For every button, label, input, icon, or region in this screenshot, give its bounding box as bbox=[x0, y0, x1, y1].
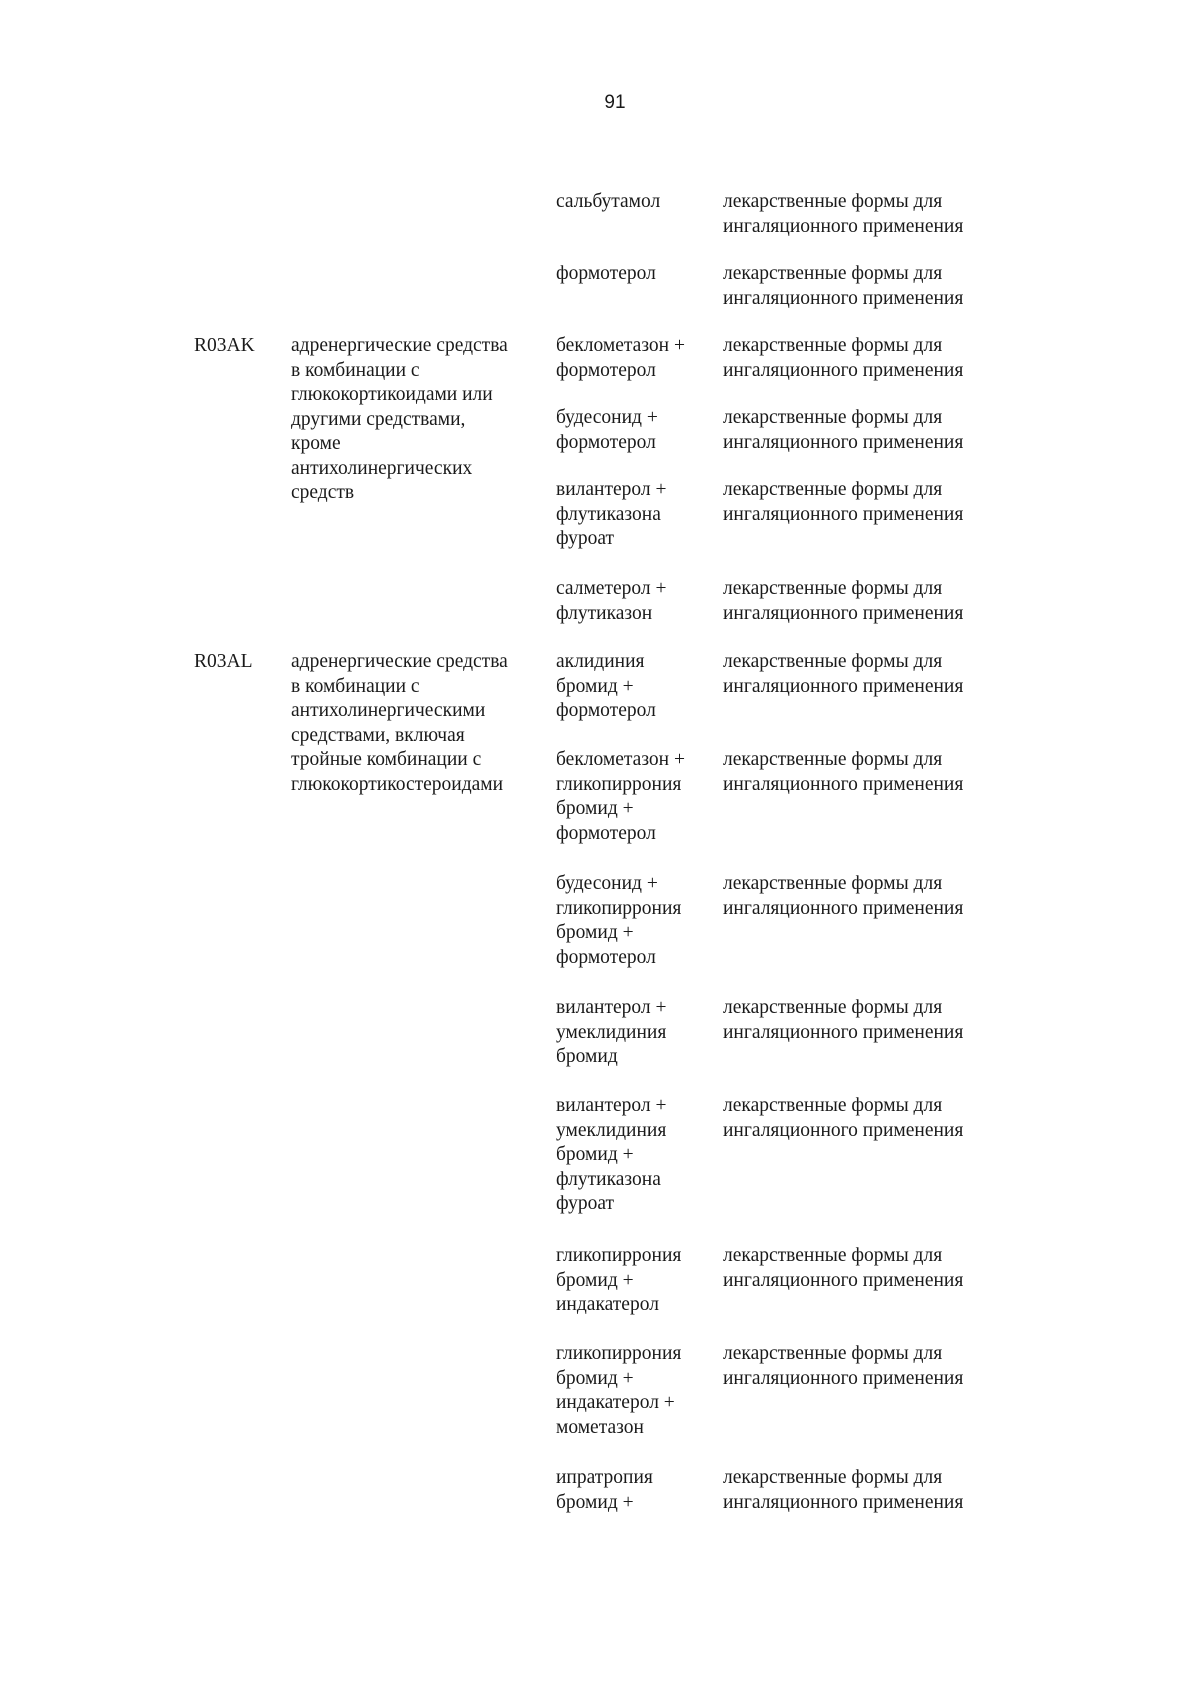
drug-name: гликопиррония бромид + индакатерол bbox=[556, 1245, 682, 1315]
dosage-form: лекарственные формы для ингаляционного применения bbox=[723, 651, 964, 697]
dosage-form: лекарственные формы для ингаляционного применения bbox=[723, 873, 964, 919]
drug-name: формотерол bbox=[556, 263, 656, 284]
drug-name: будесонид + формотерол bbox=[556, 407, 658, 453]
drug-name: беклометазон + формотерол bbox=[556, 335, 685, 381]
group-name: адренергические средства в комбинации с глюкокортикоидами или другими средствами, кроме антихолинергических средств bbox=[291, 335, 508, 503]
dosage-form: лекарственные формы для ингаляционного применения bbox=[723, 263, 964, 309]
group-name: адренергические средства в комбинации с антихолинергическими средствами, включая тройные комбинации с глюкокортикостероидами bbox=[291, 651, 508, 795]
dosage-form: лекарственные формы для ингаляционного применения bbox=[723, 997, 964, 1043]
dosage-form: лекарственные формы для ингаляционного применения bbox=[723, 1245, 964, 1291]
atc-code: R03AK bbox=[194, 335, 255, 356]
dosage-form: лекарственные формы для ингаляционного применения bbox=[723, 1095, 964, 1141]
dosage-form: лекарственные формы для ингаляционного применения bbox=[723, 749, 964, 795]
drug-name: беклометазон + гликопиррония бромид + формотерол bbox=[556, 749, 685, 844]
drug-name: салметерол + флутиказон bbox=[556, 578, 667, 624]
drug-name: гликопиррония бромид + индакатерол + мометазон bbox=[556, 1343, 682, 1438]
drug-name: аклидиния бромид + формотерол bbox=[556, 651, 656, 721]
dosage-form: лекарственные формы для ингаляционного применения bbox=[723, 479, 964, 525]
dosage-form: лекарственные формы для ингаляционного применения bbox=[723, 1343, 964, 1389]
dosage-form: лекарственные формы для ингаляционного применения bbox=[723, 578, 964, 624]
page-number: 91 bbox=[604, 92, 626, 113]
dosage-form: лекарственные формы для ингаляционного применения bbox=[723, 1467, 964, 1513]
drug-name: вилантерол + умеклидиния бромид + флутиказона фуроат bbox=[556, 1095, 667, 1214]
dosage-form: лекарственные формы для ингаляционного применения bbox=[723, 335, 964, 381]
drug-name: вилантерол + флутиказона фуроат bbox=[556, 479, 667, 549]
dosage-form: лекарственные формы для ингаляционного применения bbox=[723, 407, 964, 453]
atc-code: R03AL bbox=[194, 651, 253, 672]
drug-name: сальбутамол bbox=[556, 191, 661, 212]
drug-name: будесонид + гликопиррония бромид + формотерол bbox=[556, 873, 682, 968]
dosage-form: лекарственные формы для ингаляционного применения bbox=[723, 191, 964, 237]
drug-name: вилантерол + умеклидиния бромид bbox=[556, 997, 667, 1067]
drug-name: ипратропия бромид + bbox=[556, 1467, 653, 1513]
